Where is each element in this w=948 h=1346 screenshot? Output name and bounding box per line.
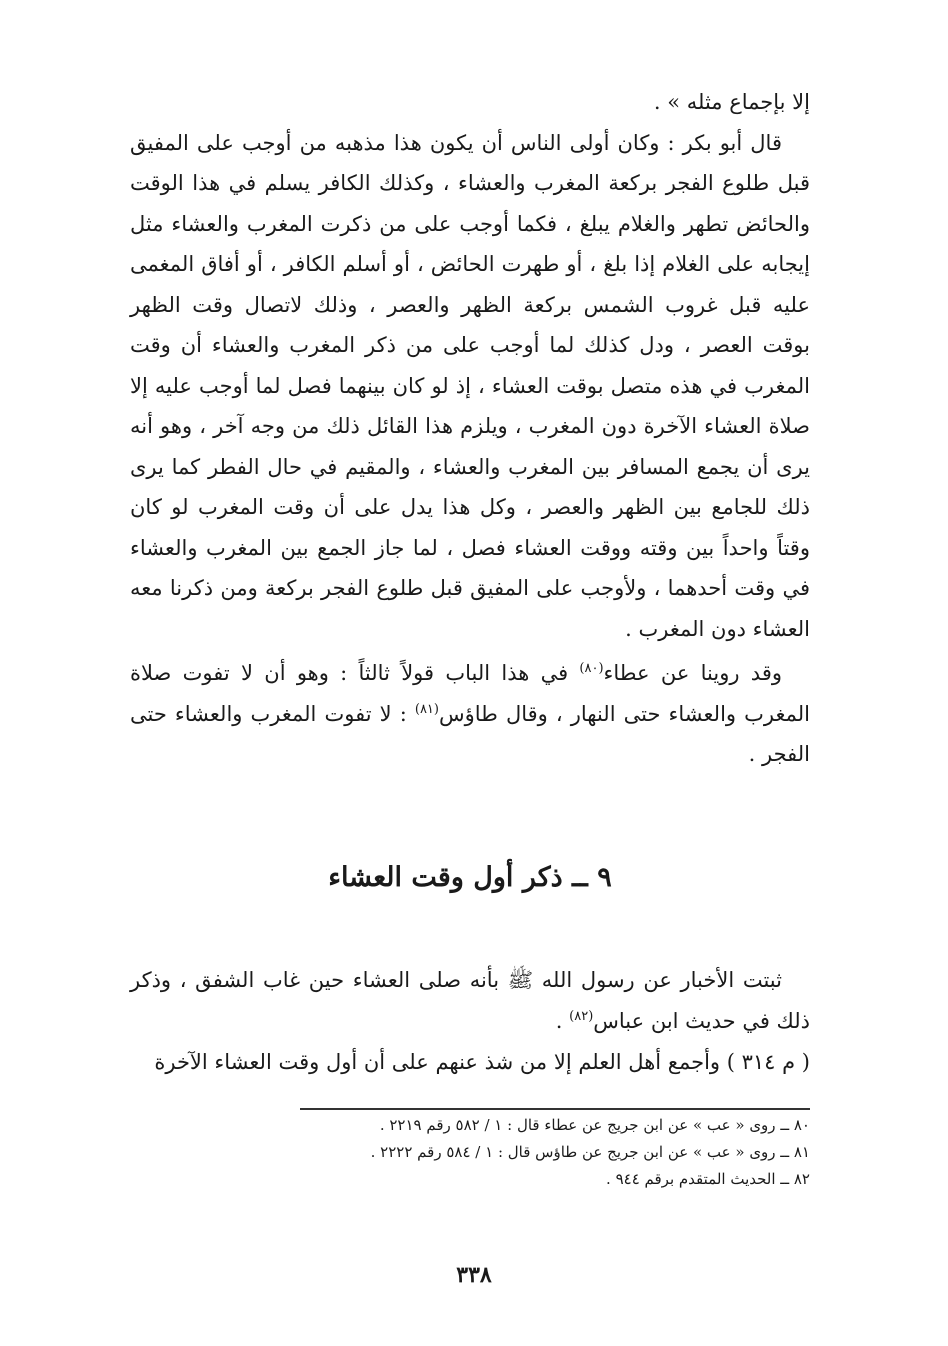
footnote-ref-80: (٨٠) bbox=[579, 661, 604, 676]
section-heading: ٩ ــ ذكر أول وقت العشاء bbox=[328, 862, 612, 893]
ata-paragraph bbox=[130, 653, 810, 775]
abu-bakr-paragraph: قال أبو بكر : وكان أولى الناس أن يكون هذا مذهبه من أوجب على المفيق قبل طلوع الفجر بركعة المغرب والعشاء ، وكذلك الكافر يسلم في هذا الوقت والحائض تطهر والغلام يبلغ ، فكما أوجب على من ذكرت المغرب والعشاء مثل إيجابه على الغلام إذا بلغ ، أو طهرت الحائض ، أو أسلم الكافر ، أو أفاق المغمى عليه قبل غروب الشمس بركعة الظهر والعصر ، وذلك لاتصال وقت الظهر بوقت العصر ، ودل كذلك لما أوجب على من ذكر المغرب والعشاء أن وقت المغرب في هذه متصل بوقت العشاء ، إذ لو كان بينهما فصل لما أوجب عليه إلا صلاة العشاء الآخرة دون المغرب ، ويلزم هذا القائل ذلك من وجه آخر ، وهو أنه يرى أن يجمع المسافر بين المغرب والعشاء ، والمقيم في حال الفطر كما يرى ذلك للجامع بين الظهر والعصر ، وكل هذا يدل على أن وقت المغرب لو كان وقتاً واحداً بين وقته ووقت العشاء فصل ، لما جاز الجمع بين المغرب والعشاء في وقت أحدهما ، ولأوجب على المفيق قبل طلوع الفجر بركعة ومن ذكرنا معه العشاء دون المغرب . bbox=[130, 130, 810, 641]
page-number: ٣٣٨ bbox=[456, 1262, 492, 1288]
opening-line: إلا بإجماع مثله » . bbox=[653, 90, 810, 114]
ata-text-1: وقد روينا عن عطاء bbox=[603, 661, 782, 685]
ata-text-2: في هذا الباب قولاً ثالثاً : وهو أن لا تفوت صلاة المغرب والعشاء حتى النهار ، وقال طاؤس bbox=[130, 661, 810, 726]
footnote-ref-81: (٨١) bbox=[414, 701, 439, 717]
hadith-text: ثبتت الأخبار عن رسول الله ﷺ بأنه صلى العشاء حين غاب الشفق ، وذكر ذلك في حديث ابن عباس bbox=[130, 968, 810, 1033]
hadith-paragraph bbox=[130, 960, 810, 1042]
footnote-80: ٨٠ ــ روى « عب » عن ابن جريج عن عطاء قال : ١ / ٥٨٢ رقم ٢٢١٩ . bbox=[379, 1116, 810, 1134]
footnote-divider bbox=[300, 1108, 810, 1110]
section-body bbox=[130, 960, 810, 1083]
main-text-block bbox=[130, 82, 810, 775]
footnote-ref-82: (٨٢) bbox=[569, 1009, 594, 1024]
footnote-81: ٨١ ــ روى « عب » عن ابن جريج عن طاؤس قال : ١ / ٥٨٤ رقم ٢٢٢٢ . bbox=[370, 1143, 810, 1161]
footnotes bbox=[130, 1112, 810, 1193]
footnote-82: ٨٢ ــ الحديث المتقدم برقم ٩٤٤ . bbox=[606, 1170, 810, 1188]
hadith-text-end: . bbox=[555, 1009, 570, 1033]
consensus-paragraph: ( م ٣١٤ ) وأجمع أهل العلم إلا من شذ عنهم على أن أول وقت العشاء الآخرة bbox=[154, 1050, 810, 1074]
ata-text-3: : لا تفوت المغرب والعشاء حتى الفجر . bbox=[130, 701, 810, 766]
